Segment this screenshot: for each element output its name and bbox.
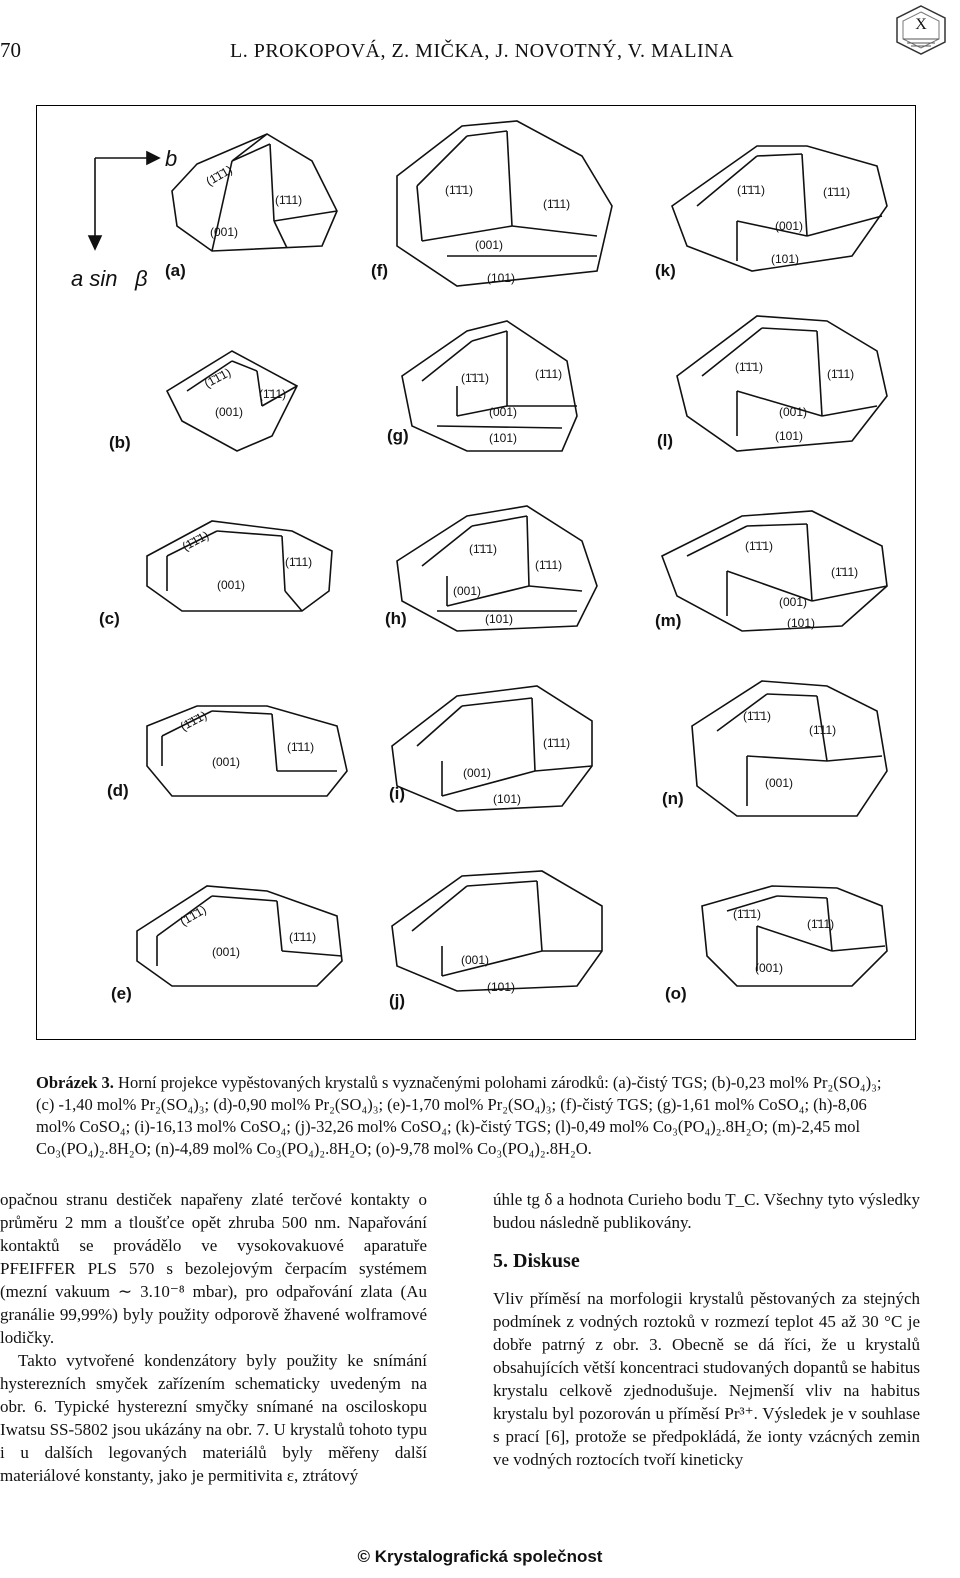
section-heading: 5. Diskuse <box>493 1250 580 1272</box>
crystal-morphology-figure <box>37 106 917 1041</box>
face-label: (101) <box>493 792 522 806</box>
face-label: (101) <box>487 980 516 994</box>
face-label: (1̄1̄1) <box>469 542 498 556</box>
crystal-f <box>397 121 612 286</box>
caption-text-1: Horní projekce vypěstovaných krystalů s vyznačenými polohami zárodků: (a)-čistý TGS; (b)-0,23 mol% Pr₂(SO₄)₃; <box>118 1073 882 1092</box>
caption-line-1 <box>36 1072 922 1094</box>
face-label: (101) <box>485 612 514 626</box>
crystal-d <box>147 706 347 796</box>
face-label: (1̄1̄1) <box>179 528 212 554</box>
face-label: (1̄11) <box>831 565 859 579</box>
face-label: (1̄11) <box>543 736 571 750</box>
panel-label-c: (c) <box>99 609 120 628</box>
face-label: (001) <box>453 584 482 598</box>
caption-line-4: Co₃(PO₄)₂.8H₂O; (n)-4,89 mol% Co₃(PO₄)₂.8H₂O; (o)-9,78 mol% Co₃(PO₄)₂.8H₂O. <box>36 1139 592 1158</box>
face-label: (1̄1̄1) <box>201 365 234 391</box>
face-label: (001) <box>463 766 492 780</box>
panel-label-n: (n) <box>662 789 684 808</box>
face-label: (1̄11) <box>287 740 315 754</box>
axis-beta-label: β <box>135 266 148 291</box>
axis-b-arrowhead <box>147 152 159 164</box>
face-label: (1̄1̄1) <box>461 371 490 385</box>
face-label: (001) <box>779 405 808 419</box>
page-number: 70 <box>0 38 21 62</box>
face-label: (101) <box>771 252 800 266</box>
panel-label-g: (g) <box>387 426 409 445</box>
paragraph: Takto vytvořené kondenzátory byly použity ke snímání hysterezních smyček zařízením schematicky uvedeným na obr. 6. Typické hysterezní smyčky snímané na osciloskopu Iwatsu SS-5802 jsou ukázány na obr. 7. U krystalů tohoto typu i u dalších legovaných materiálů byly měřeny další materiálové konstanty, jako je permitivita ε, ztrátový <box>0 1351 427 1485</box>
face-label: (1̄1̄1) <box>737 183 766 197</box>
face-label: (1̄1̄1) <box>203 162 235 189</box>
face-label: (1̄11) <box>289 930 317 944</box>
crystal-b <box>167 351 297 451</box>
face-label: (1̄11) <box>809 723 837 737</box>
crystal-n <box>692 681 887 816</box>
face-label: (001) <box>775 219 804 233</box>
face-label: (1̄1̄1) <box>735 360 764 374</box>
figure-crystal-projections <box>36 105 916 1040</box>
panel-label-j: (j) <box>389 991 406 1010</box>
crystal-o <box>702 886 887 986</box>
face-label: (001) <box>215 405 244 419</box>
caption-line-3: mol% CoSO₄; (i)-16,13 mol% CoSO₄; (j)-32,26 mol% CoSO₄; (k)-čistý TGS; (l)-0,49 mol% Co₃(PO₄)₂.8H₂O; (m)-2,45 mol <box>36 1117 861 1136</box>
face-label: (001) <box>461 953 490 967</box>
crystal-a <box>172 134 337 251</box>
paragraph: Vliv příměsí na morfologii krystalů pěstovaných za stejných podmínek z vodných roztoků v rozmezí teplot 45 až 30 °C je dobře patrný z obr. 3. Obecně se dá říci, že u krystalů obsahujících větší koncentraci studovaných dopantů se habitus krystalu celkově zjednodušuje. Nejmenší vliv na habitus krystalu byl pozorován u příměsí Pr³⁺. Výsledek je v souhlase s prací [6], protože se předpokládá, že ionty vzácných zemin ve vodných roztocích tvoří kineticky <box>493 1289 920 1469</box>
face-label: (101) <box>489 431 518 445</box>
face-label: (1̄11) <box>827 367 855 381</box>
face-labels <box>178 162 859 994</box>
face-label: (101) <box>487 271 516 285</box>
panel-label-l: (l) <box>657 431 674 450</box>
footer-copyright: © Krystalografická společnost <box>357 1547 603 1566</box>
panel-label-b: (b) <box>109 433 131 452</box>
face-label: (001) <box>210 225 239 239</box>
panel-label-i: (i) <box>389 784 406 803</box>
face-label: (001) <box>475 238 504 252</box>
panel-label-k: (k) <box>655 261 676 280</box>
face-label: (1̄11) <box>535 367 563 381</box>
journal-logo <box>893 4 949 61</box>
face-label: (001) <box>779 595 808 609</box>
panel-label-h: (h) <box>385 609 407 628</box>
panel-label-o: (o) <box>665 984 687 1003</box>
face-label: (001) <box>212 945 241 959</box>
face-label: (1̄1̄1) <box>745 539 774 553</box>
body-column-right <box>493 1188 920 1471</box>
face-label: (1̄11) <box>823 185 851 199</box>
crystal-j <box>392 871 602 991</box>
logo-letter: X <box>915 16 927 33</box>
figure-caption <box>36 1072 922 1160</box>
face-label: (1̄1̄1) <box>733 907 762 921</box>
face-label: (1̄1̄1) <box>177 902 209 929</box>
face-label: (001) <box>217 578 246 592</box>
panel-label-f: (f) <box>371 261 388 280</box>
axis-b-label: b <box>165 146 178 171</box>
panel-label-e: (e) <box>111 984 132 1003</box>
caption-line-2: (c) -1,40 mol% Pr₂(SO₄)₃; (d)-0,90 mol% Pr₂(SO₄)₃; (e)-1,70 mol% Pr₂(SO₄)₃; (f)-čistý TGS; (g)-1,61 mol% CoSO₄; (h)-8,06 <box>36 1095 867 1114</box>
face-label: (1̄1̄1) <box>177 708 210 734</box>
panel-label-m: (m) <box>655 611 682 630</box>
panel-label-a: (a) <box>165 261 186 280</box>
face-label: (001) <box>489 405 518 419</box>
face-label: (1̄1̄1) <box>445 183 474 197</box>
face-label: (001) <box>755 961 784 975</box>
face-label: (1̄11) <box>285 555 313 569</box>
face-label: (001) <box>765 776 794 790</box>
face-label: (101) <box>775 429 804 443</box>
face-label: (001) <box>212 755 241 769</box>
face-label: (1̄1̄1) <box>743 709 772 723</box>
paragraph: opačnou stranu destiček napařeny zlaté terčové kontakty o průměru 2 mm a tloušťce opět zhruba 500 nm. Napařování kontaktů se provádělo ve vysokovakuové aparatuře PFEIFFER PLS 570 s bezolejovým čerpacím systémem (mezní vakuum ∼ 3.10⁻⁸ mbar), pro odpařování zlata (Au granálie 99,99%) byly použity odporově žhavené wolframové lodičky. <box>0 1190 427 1347</box>
face-label: (101) <box>787 616 816 630</box>
face-label: (1̄11) <box>535 558 563 572</box>
face-label: (1̄11) <box>543 197 571 211</box>
caption-label: Obrázek 3. <box>36 1073 114 1092</box>
paragraph: úhle tg δ a hodnota Curieho bodu T_C. Všechny tyto výsledky budou následně publikovány. <box>493 1190 920 1232</box>
face-label: (1̄11) <box>275 193 303 207</box>
axis-a-arrowhead <box>89 236 101 249</box>
crystal-logo-icon <box>893 4 949 56</box>
running-head-authors: L. PROKOPOVÁ, Z. MIČKA, J. NOVOTNÝ, V. MALINA <box>230 40 735 62</box>
face-label: (1̄11) <box>259 387 287 401</box>
body-column-left <box>0 1188 427 1487</box>
axis-a-label: a sin <box>71 266 118 291</box>
panel-label-d: (d) <box>107 781 129 800</box>
face-label: (1̄11) <box>807 917 835 931</box>
